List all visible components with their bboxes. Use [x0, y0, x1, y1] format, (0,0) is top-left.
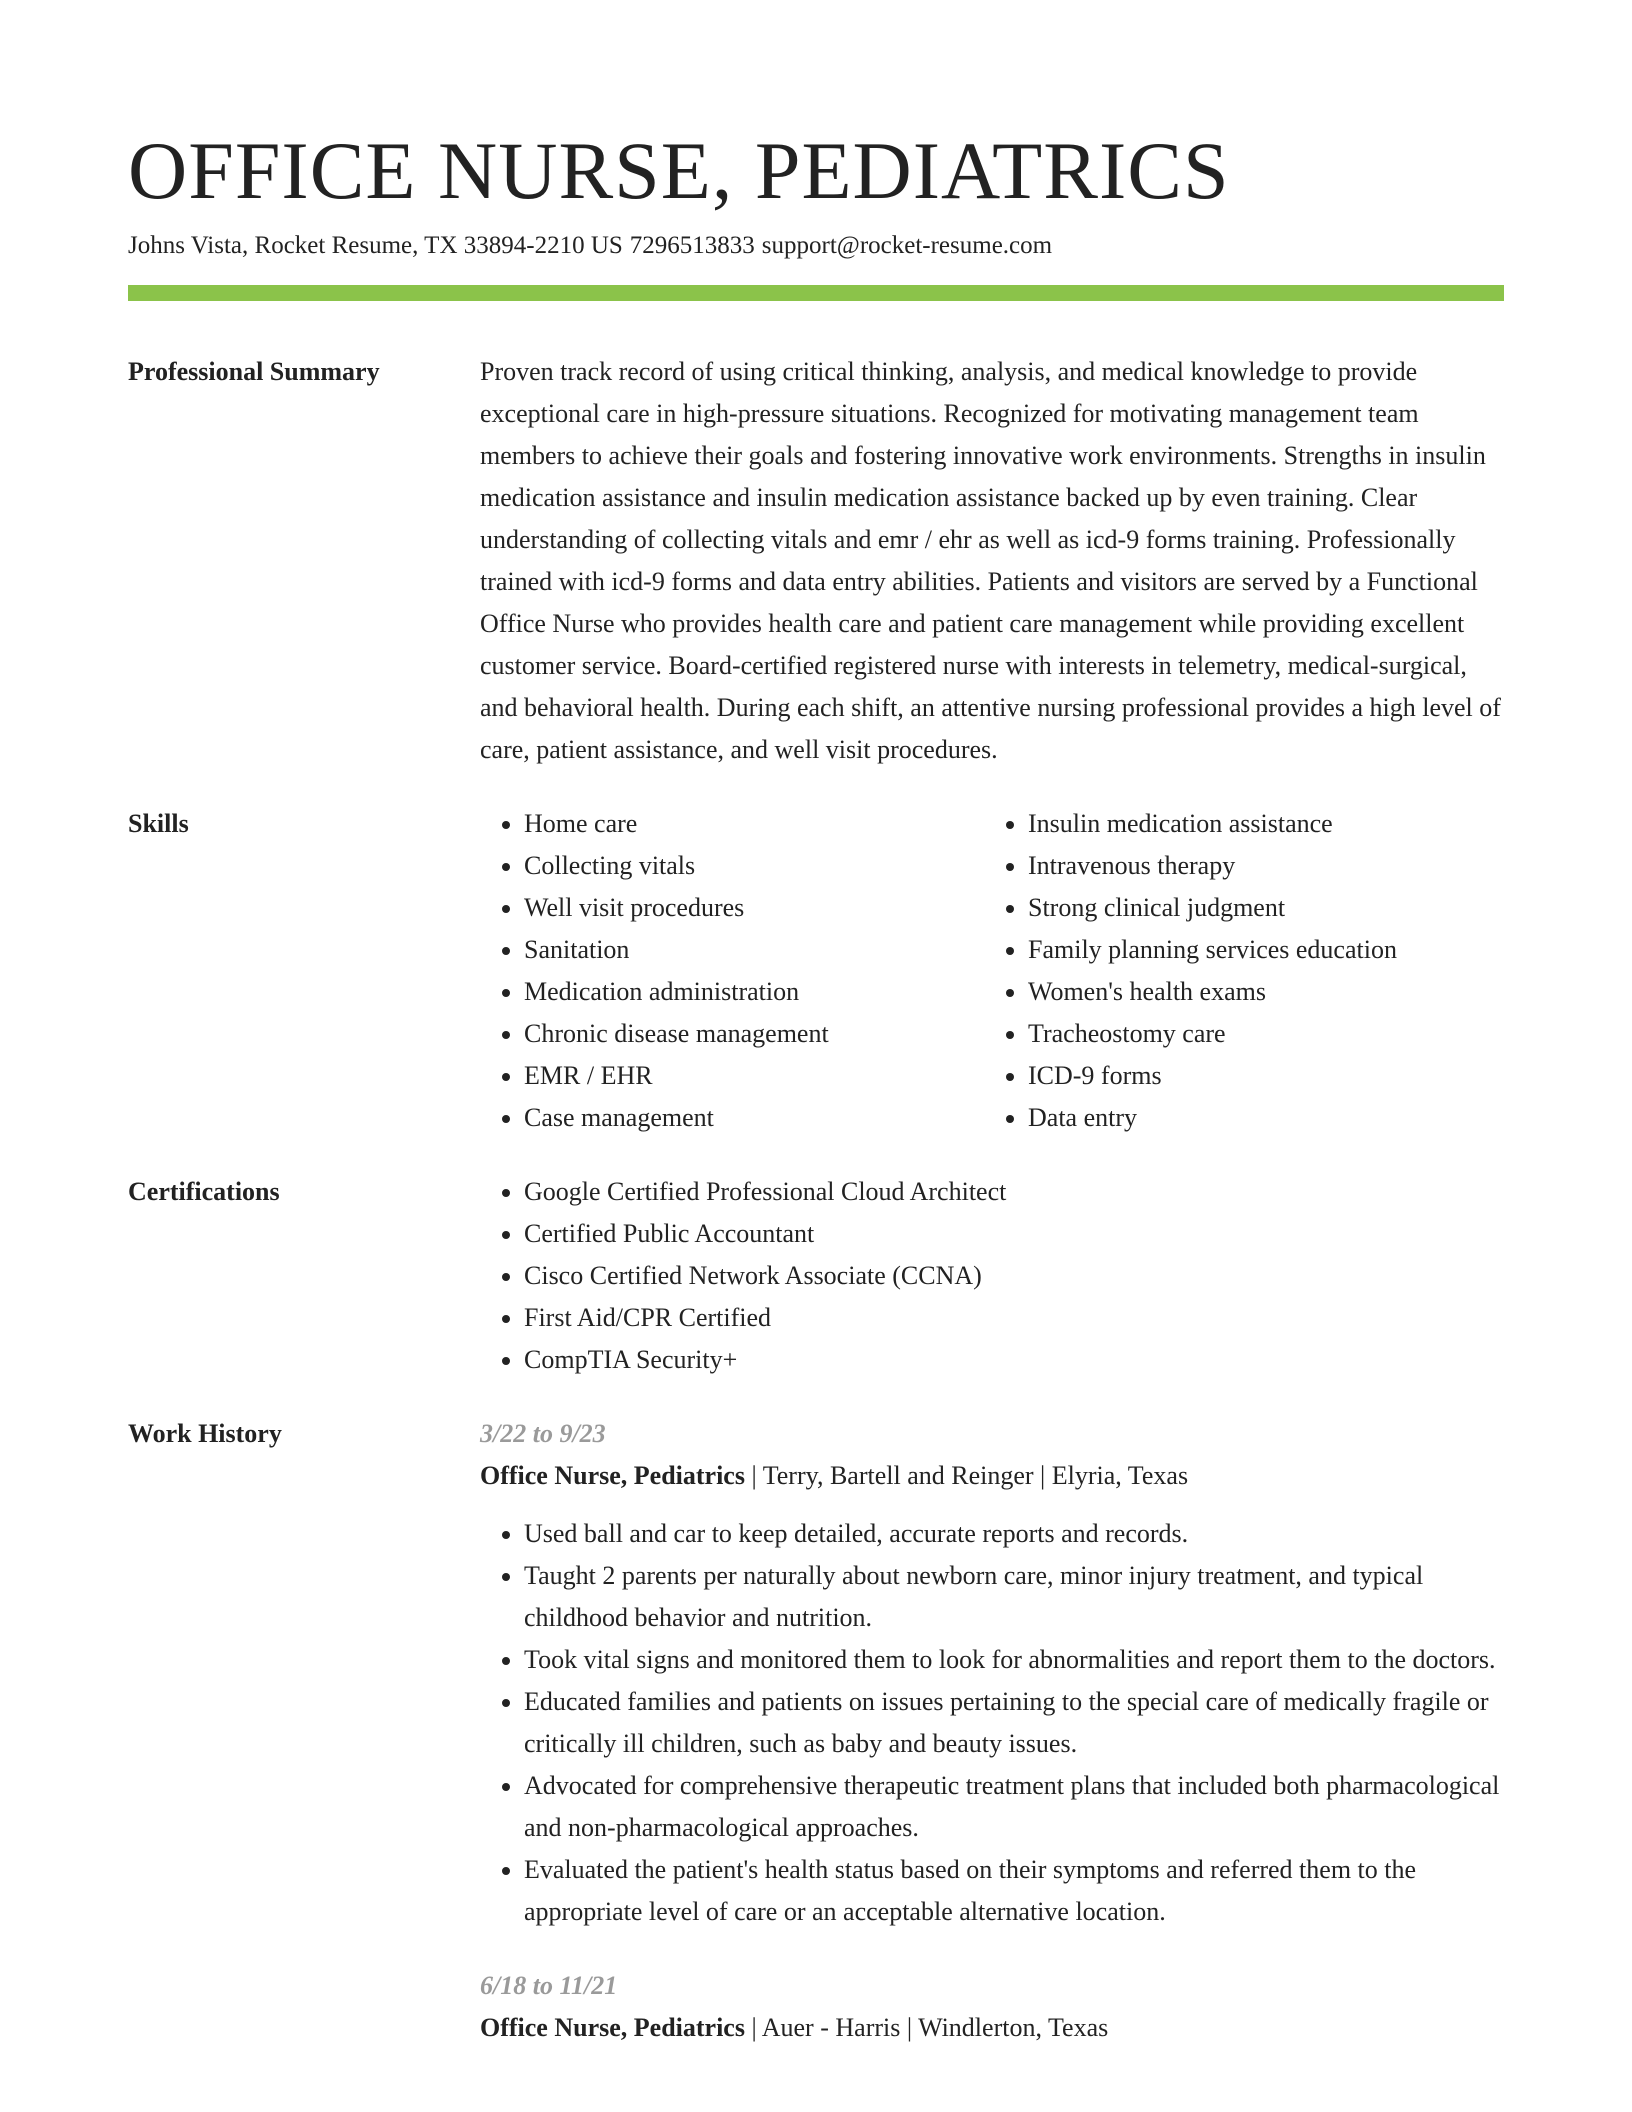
contact-phone: 7296513833 [629, 232, 755, 259]
list-item: • Intravenous therapy [1028, 845, 1488, 887]
list-item: • Family planning services education [1028, 929, 1488, 971]
resume-page [128, 0, 1504, 2049]
job-entry [480, 1413, 1504, 1933]
skills-heading: Skills [128, 809, 189, 838]
list-item: • Women's health exams [1028, 971, 1488, 1013]
work-history-heading: Work History [128, 1419, 282, 1448]
job-title: Office Nurse, Pediatrics [480, 2013, 745, 2042]
list-item: • Case management [524, 1097, 984, 1139]
list-item: • Tracheostomy care [1028, 1013, 1488, 1055]
list-item: • Sanitation [524, 929, 984, 971]
list-item: • Advocated for comprehensive therapeutic treatment plans that included both pharmacological and non-pharmacological approaches. [524, 1765, 1504, 1849]
summary-section [128, 351, 1504, 771]
list-item: • Took vital signs and monitored them to look for abnormalities and report them to the doctors. [524, 1639, 1504, 1681]
list-item: • Well visit procedures [524, 887, 984, 929]
list-item: • Taught 2 parents per naturally about newborn care, minor injury treatment, and typical childhood behavior and nutrition. [524, 1555, 1504, 1639]
list-item: • Certified Public Accountant [524, 1213, 1504, 1255]
skills-list-right [984, 803, 1488, 1139]
list-item: • Educated families and patients on issues pertaining to the special care of medically fragile or critically ill children, such as baby and beauty issues. [524, 1681, 1504, 1765]
certifications-section [128, 1171, 1504, 1381]
job-title: Office Nurse, Pediatrics [480, 1461, 745, 1490]
list-item: • Insulin medication assistance [1028, 803, 1488, 845]
contact-address: Johns Vista, Rocket Resume, TX 33894-2210 US [128, 232, 623, 259]
list-item: • First Aid/CPR Certified [524, 1297, 1504, 1339]
list-item: • Google Certified Professional Cloud Architect [524, 1171, 1504, 1213]
certifications-list [480, 1171, 1504, 1381]
job-title-line [480, 1455, 1504, 1497]
certifications-heading: Certifications [128, 1177, 280, 1206]
job-bullets [480, 1513, 1504, 1933]
list-item: • Collecting vitals [524, 845, 984, 887]
list-item: • CompTIA Security+ [524, 1339, 1504, 1381]
list-item: • Used ball and car to keep detailed, accurate reports and records. [524, 1513, 1504, 1555]
work-history-section [128, 1413, 1504, 2049]
list-item: • Strong clinical judgment [1028, 887, 1488, 929]
list-item: • Medication administration [524, 971, 984, 1013]
list-item: • Home care [524, 803, 984, 845]
page-title: OFFICE NURSE, PEDIATRICS [128, 125, 1230, 216]
contact-line [128, 229, 1504, 263]
list-item: • ICD-9 forms [1028, 1055, 1488, 1097]
skills-list-left [480, 803, 984, 1139]
list-item: • Evaluated the patient's health status based on their symptoms and referred them to the appropriate level of care or an acceptable alternative location. [524, 1849, 1504, 1933]
job-employer-location: | Auer - Harris | Windlerton, Texas [744, 2013, 1109, 2042]
job-employer-location: | Terry, Bartell and Reinger | Elyria, Texas [744, 1461, 1189, 1490]
list-item: • Chronic disease management [524, 1013, 984, 1055]
contact-email: support@rocket-resume.com [761, 232, 1053, 259]
skills-section [128, 803, 1504, 1139]
list-item: • Data entry [1028, 1097, 1488, 1139]
job-dates: 3/22 to 9/23 [480, 1419, 606, 1448]
summary-text: Proven track record of using critical thinking, analysis, and medical knowledge to provide exceptional care in high-pressure situations. Recognized for motivating management team members to achieve their goals and fostering innovative work environments. Strengths in insulin medication assistance and insulin medication assistance backed up by even training. Clear understanding of collecting vitals and emr / ehr as well as icd-9 forms training. Professionally trained with icd-9 forms and data entry abilities. Patients and visitors are served by a Functional Office Nurse who provides health care and patient care management while providing excellent customer service. Board-certified registered nurse with interests in telemetry, medical-surgical, and behavioral health. During each shift, an attentive nursing professional provides a high level of care, patient assistance, and well visit procedures. [480, 357, 1501, 764]
job-entry [480, 1965, 1504, 2049]
list-item: • EMR / EHR [524, 1055, 984, 1097]
accent-divider [128, 285, 1504, 301]
summary-heading: Professional Summary [128, 357, 380, 386]
list-item: • Cisco Certified Network Associate (CCNA) [524, 1255, 1504, 1297]
job-title-line [480, 2007, 1504, 2049]
job-dates: 6/18 to 11/21 [480, 1971, 618, 2000]
